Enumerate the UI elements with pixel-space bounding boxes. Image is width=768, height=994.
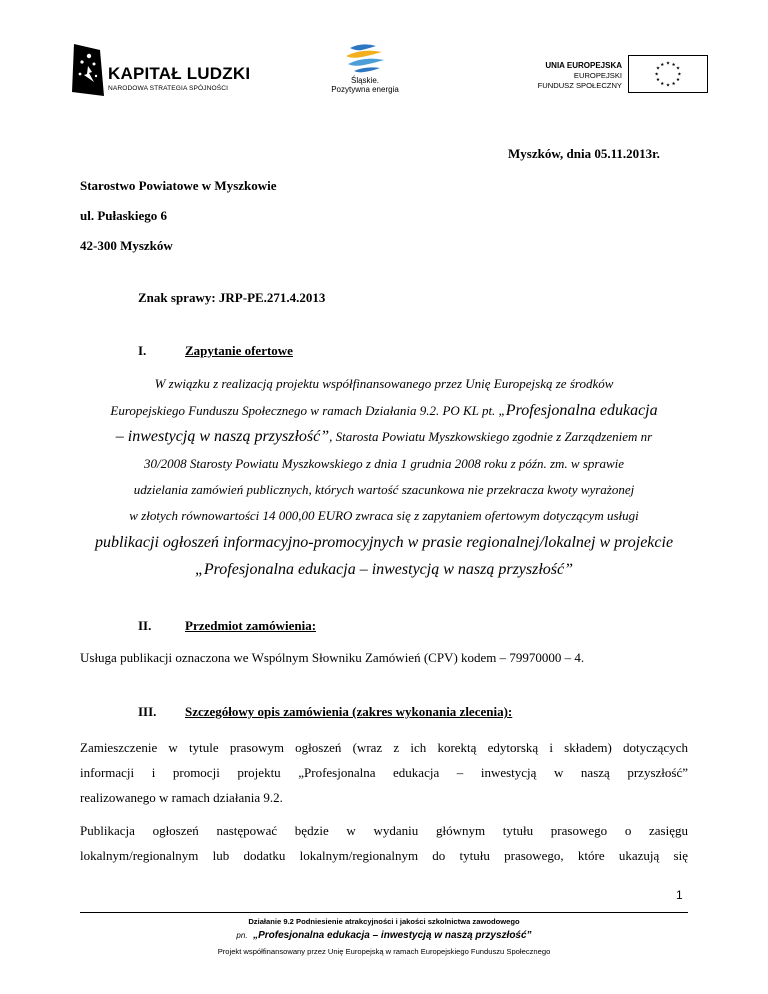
section-1-line: 30/2008 Starosty Powiatu Myszkowskiego z dnia 1 grudnia 2008 roku z późn. zm. w sprawie	[143, 456, 625, 471]
footer-pn: pn.	[236, 931, 248, 940]
page-number: 1	[676, 888, 683, 902]
footer-line1: Działanie 9.2 Podniesienie atrakcyjności i jakości szkolnictwa zawodowego	[248, 917, 520, 926]
kapital-ludzki-title: KAPITAŁ LUDZKI	[108, 64, 251, 83]
project-name-run: – inwestycją w naszą przyszłość”	[115, 428, 330, 445]
kapital-ludzki-subtitle: NARODOWA STRATEGIA SPÓJNOŚCI	[108, 85, 229, 92]
section-1-line	[80, 402, 688, 420]
section-3-p1-line: Zamieszczenie w tytule prasowym ogłoszeń (wraz z ich korektą edytorską i składem) dotyczących	[80, 740, 688, 755]
section-1-line: W związku z realizacją projektu współfinansowanego przez Unię Europejską ze środków	[154, 376, 614, 391]
section-3-p2-line: lokalnym/regionalnym lub dodatku lokalnym/regionalnym do tytułu prasowego, które ukazują się	[80, 848, 688, 863]
section-1-number: I.	[138, 343, 147, 358]
slaskie-waves-icon	[340, 40, 390, 76]
text-run: , Starosta Powiatu Myszkowskiego zgodnie z Zarządzeniem nr	[329, 429, 653, 444]
kapital-ludzki-logo	[70, 42, 251, 98]
case-reference: Znak sprawy: JRP-PE.271.4.2013	[138, 290, 326, 305]
section-2-text: Usługa publikacji oznaczona we Wspólnym Słowniku Zamówień (CPV) kodem – 79970000 – 4.	[80, 650, 585, 665]
footer-project-name: „Profesjonalna edukacja – inwestycją w naszą przyszłość”	[253, 930, 532, 941]
section-3-title: Szczegółowy opis zamówienia (zakres wykonania zlecenia):	[185, 704, 513, 719]
recipient-line1: Starostwo Powiatowe w Myszkowie	[80, 178, 277, 193]
svg-text:★: ★	[654, 72, 659, 78]
section-1-line	[80, 428, 688, 446]
svg-text:★: ★	[665, 83, 671, 89]
footer-divider	[80, 912, 688, 913]
place-and-date: Myszków, dnia 05.11.2013r.	[508, 146, 660, 161]
slaskie-tagline: Pozytywna energia	[331, 85, 399, 94]
svg-text:★: ★	[677, 72, 682, 78]
section-1-line: „Profesjonalna edukacja – inwestycją w naszą przyszłość”	[194, 561, 574, 578]
svg-text:★: ★	[660, 81, 665, 87]
recipient-line2: ul. Pułaskiego 6	[80, 208, 168, 223]
section-3-p1-line: informacji i promocji projektu „Profesjonalna edukacja – inwestycją w naszą przyszłość”	[80, 765, 688, 780]
section-3-p2-line: Publikacja ogłoszeń następować będzie w wydaniu głównym tytułu prasowego o zasięgu	[80, 823, 688, 838]
eu-label-line1: UNIA EUROPEJSKA	[545, 61, 622, 70]
eu-flag-icon	[628, 55, 708, 93]
section-1-line: publikacji ogłoszeń informacyjno-promocyjnych w prasie regionalnej/lokalnej w projekcie	[94, 534, 674, 551]
section-1-line: udzielania zamówień publicznych, których wartość szacunkowa nie przekracza kwoty wyrażonej	[133, 482, 635, 497]
svg-text:★: ★	[671, 62, 676, 68]
footer-line3: Projekt współfinansowany przez Unię Europejską w ramach Europejskiego Funduszu Społecznego	[217, 947, 551, 956]
recipient-line3: 42-300 Myszków	[80, 238, 173, 253]
section-1-line: w złotych równowartości 14 000,00 EURO zwraca się z zapytaniem ofertowym dotyczącym usługi	[129, 508, 639, 523]
section-2-title: Przedmiot zamówienia:	[185, 618, 317, 633]
svg-text:★: ★	[655, 78, 661, 84]
section-3-p1-line: realizowanego w ramach działania 9.2.	[80, 790, 283, 805]
svg-text:★: ★	[660, 62, 665, 68]
text-run: Europejskiego Funduszu Społecznego w ramach Działania 9.2. PO KL pt. „	[110, 403, 506, 418]
slaskie-name: Śląskie.	[350, 76, 379, 85]
svg-text:★: ★	[665, 61, 671, 67]
footer-line2	[80, 930, 688, 941]
section-1-title: Zapytanie ofertowe	[185, 343, 293, 358]
eu-fund-label	[510, 61, 622, 91]
eu-label-line2: EUROPEJSKI	[573, 71, 622, 80]
svg-text:★: ★	[675, 66, 681, 72]
svg-text:★: ★	[675, 78, 681, 84]
svg-text:★: ★	[655, 66, 661, 72]
eu-label-line3: FUNDUSZ SPOŁECZNY	[537, 81, 622, 90]
project-name-run: Profesjonalna edukacja	[505, 402, 658, 419]
svg-text:★: ★	[671, 81, 676, 87]
section-2-number: II.	[138, 618, 152, 633]
section-3-number: III.	[138, 704, 157, 719]
kapital-ludzki-emblem-icon	[70, 42, 106, 98]
slaskie-logo	[322, 40, 408, 100]
